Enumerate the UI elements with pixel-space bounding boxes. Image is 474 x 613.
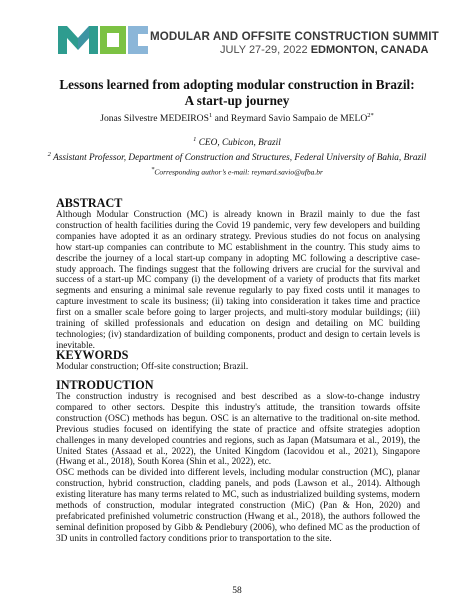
conference-name: MODULAR AND OFFSITE CONSTRUCTION SUMMIT xyxy=(150,30,439,43)
author-2-mark: 2* xyxy=(367,112,374,119)
affiliation-1 xyxy=(40,134,434,149)
conference-location: EDMONTON, CANADA xyxy=(310,44,429,56)
paper-title-line1: Lessons learned from adopting modular construction in Brazil: xyxy=(59,77,415,92)
corresponding-email xyxy=(40,164,434,178)
author-list xyxy=(20,112,454,124)
introduction-paragraph-1: The construction industry is recognised and best described as a slow-to-change industry compared to other sectors. Despite this industry's attitude, the transition towards offsite construction (OSC) methods has begun. OSC is an alternative to the traditional on-site method. Previous studies focused on identifying the state of practice and offsite strategies adoption challenges in many developed countries and regions, such as Japan (Matsumara et al., 2019), the United States (Assaad et al., 2022), the United Kingdom (Iacovidou et al., 2021), Singapore (Hwang et al., 2018), South Korea (Shin et al., 2022), etc. xyxy=(56,392,420,468)
conference-date-location xyxy=(220,44,470,56)
introduction-paragraph-2: OSC methods can be divided into different levels, including modular construction (MC), planar construction, hybrid construction, cladding panels, and pods (Lawson et al., 2014). Although existing literature has many terms related to MC, such as industrialized building systems, modern methods of construction, modular integrated construction (MiC) (Pan & Hon, 2020) and prefabricated prefinished volumetric construction (Hwang et al., 2018), the authors followed the seminal definition proposed by Gibb & Pendlebury (2006), who defined MC as the production of 3D units in controlled factory conditions prior to transportation to the site. xyxy=(56,468,420,544)
author-2: and Reymard Savio Sampaio de MELO xyxy=(214,113,368,125)
keywords-section xyxy=(56,348,420,373)
keywords-heading: KEYWORDS xyxy=(56,348,129,362)
corresponding-mark: * xyxy=(151,166,155,174)
abstract-section xyxy=(56,196,420,352)
affiliations xyxy=(40,134,434,178)
abstract-text: Although Modular Construction (MC) is already known in Brazil mainly to due the fast construction of health facilities during the Covid 19 pandemic, very few developers and building companies have adopted it as an ordinary strategy. Previous studies do not focus on analysing how start-up companies can contribute to MC establishment in the country. This study aims to describe the journey of a local start-up company in adopting MC following a descriptive case-study approach. The findings suggest that the following drivers are crucial for the survival and success of a start-up MC company (i) the development of a variety of products that fits market segments and ensuring a minimal sale revenue regularly to pay fixed costs until it manages to capture investment to scale its business; (ii) taking into consideration it takes time and practice first on a smaller scale before going to larger projects, and multi-story modular buildings; (iii) training of skilled professionals and education on design and detailing on MC building technologies; (iv) standardization of building components, product and design to certain levels is inevitable. xyxy=(56,210,420,351)
author-1-mark: 1 xyxy=(208,112,213,119)
page-number: 58 xyxy=(232,586,242,596)
paper-title xyxy=(20,77,454,109)
introduction-heading: INTRODUCTION xyxy=(56,378,154,392)
affiliation-2-text: Assistant Professor, Department of Construction and Structures, Federal University of Bahia, Brazil xyxy=(53,153,427,164)
corresponding-email-text: Corresponding author’s e-mail: reymard.savio@ufba.br xyxy=(154,167,323,177)
abstract-heading: ABSTRACT xyxy=(56,196,123,210)
affiliation-2-mark: 2 xyxy=(47,151,51,159)
conference-header xyxy=(0,0,474,70)
author-1: Jonas Silvestre MEDEIROS xyxy=(100,113,209,125)
keywords-text: Modular construction; Off-site construction; Brazil. xyxy=(56,362,249,372)
conference-logo-icon xyxy=(58,24,148,56)
affiliation-2 xyxy=(40,149,434,164)
affiliation-1-mark: 1 xyxy=(193,136,197,143)
affiliation-1-text: CEO, Cubicon, Brazil xyxy=(198,138,281,149)
paper-title-line2: A start-up journey xyxy=(184,93,290,108)
conference-dates: JULY 27-29, 2022 xyxy=(220,44,308,56)
introduction-section xyxy=(56,378,420,545)
